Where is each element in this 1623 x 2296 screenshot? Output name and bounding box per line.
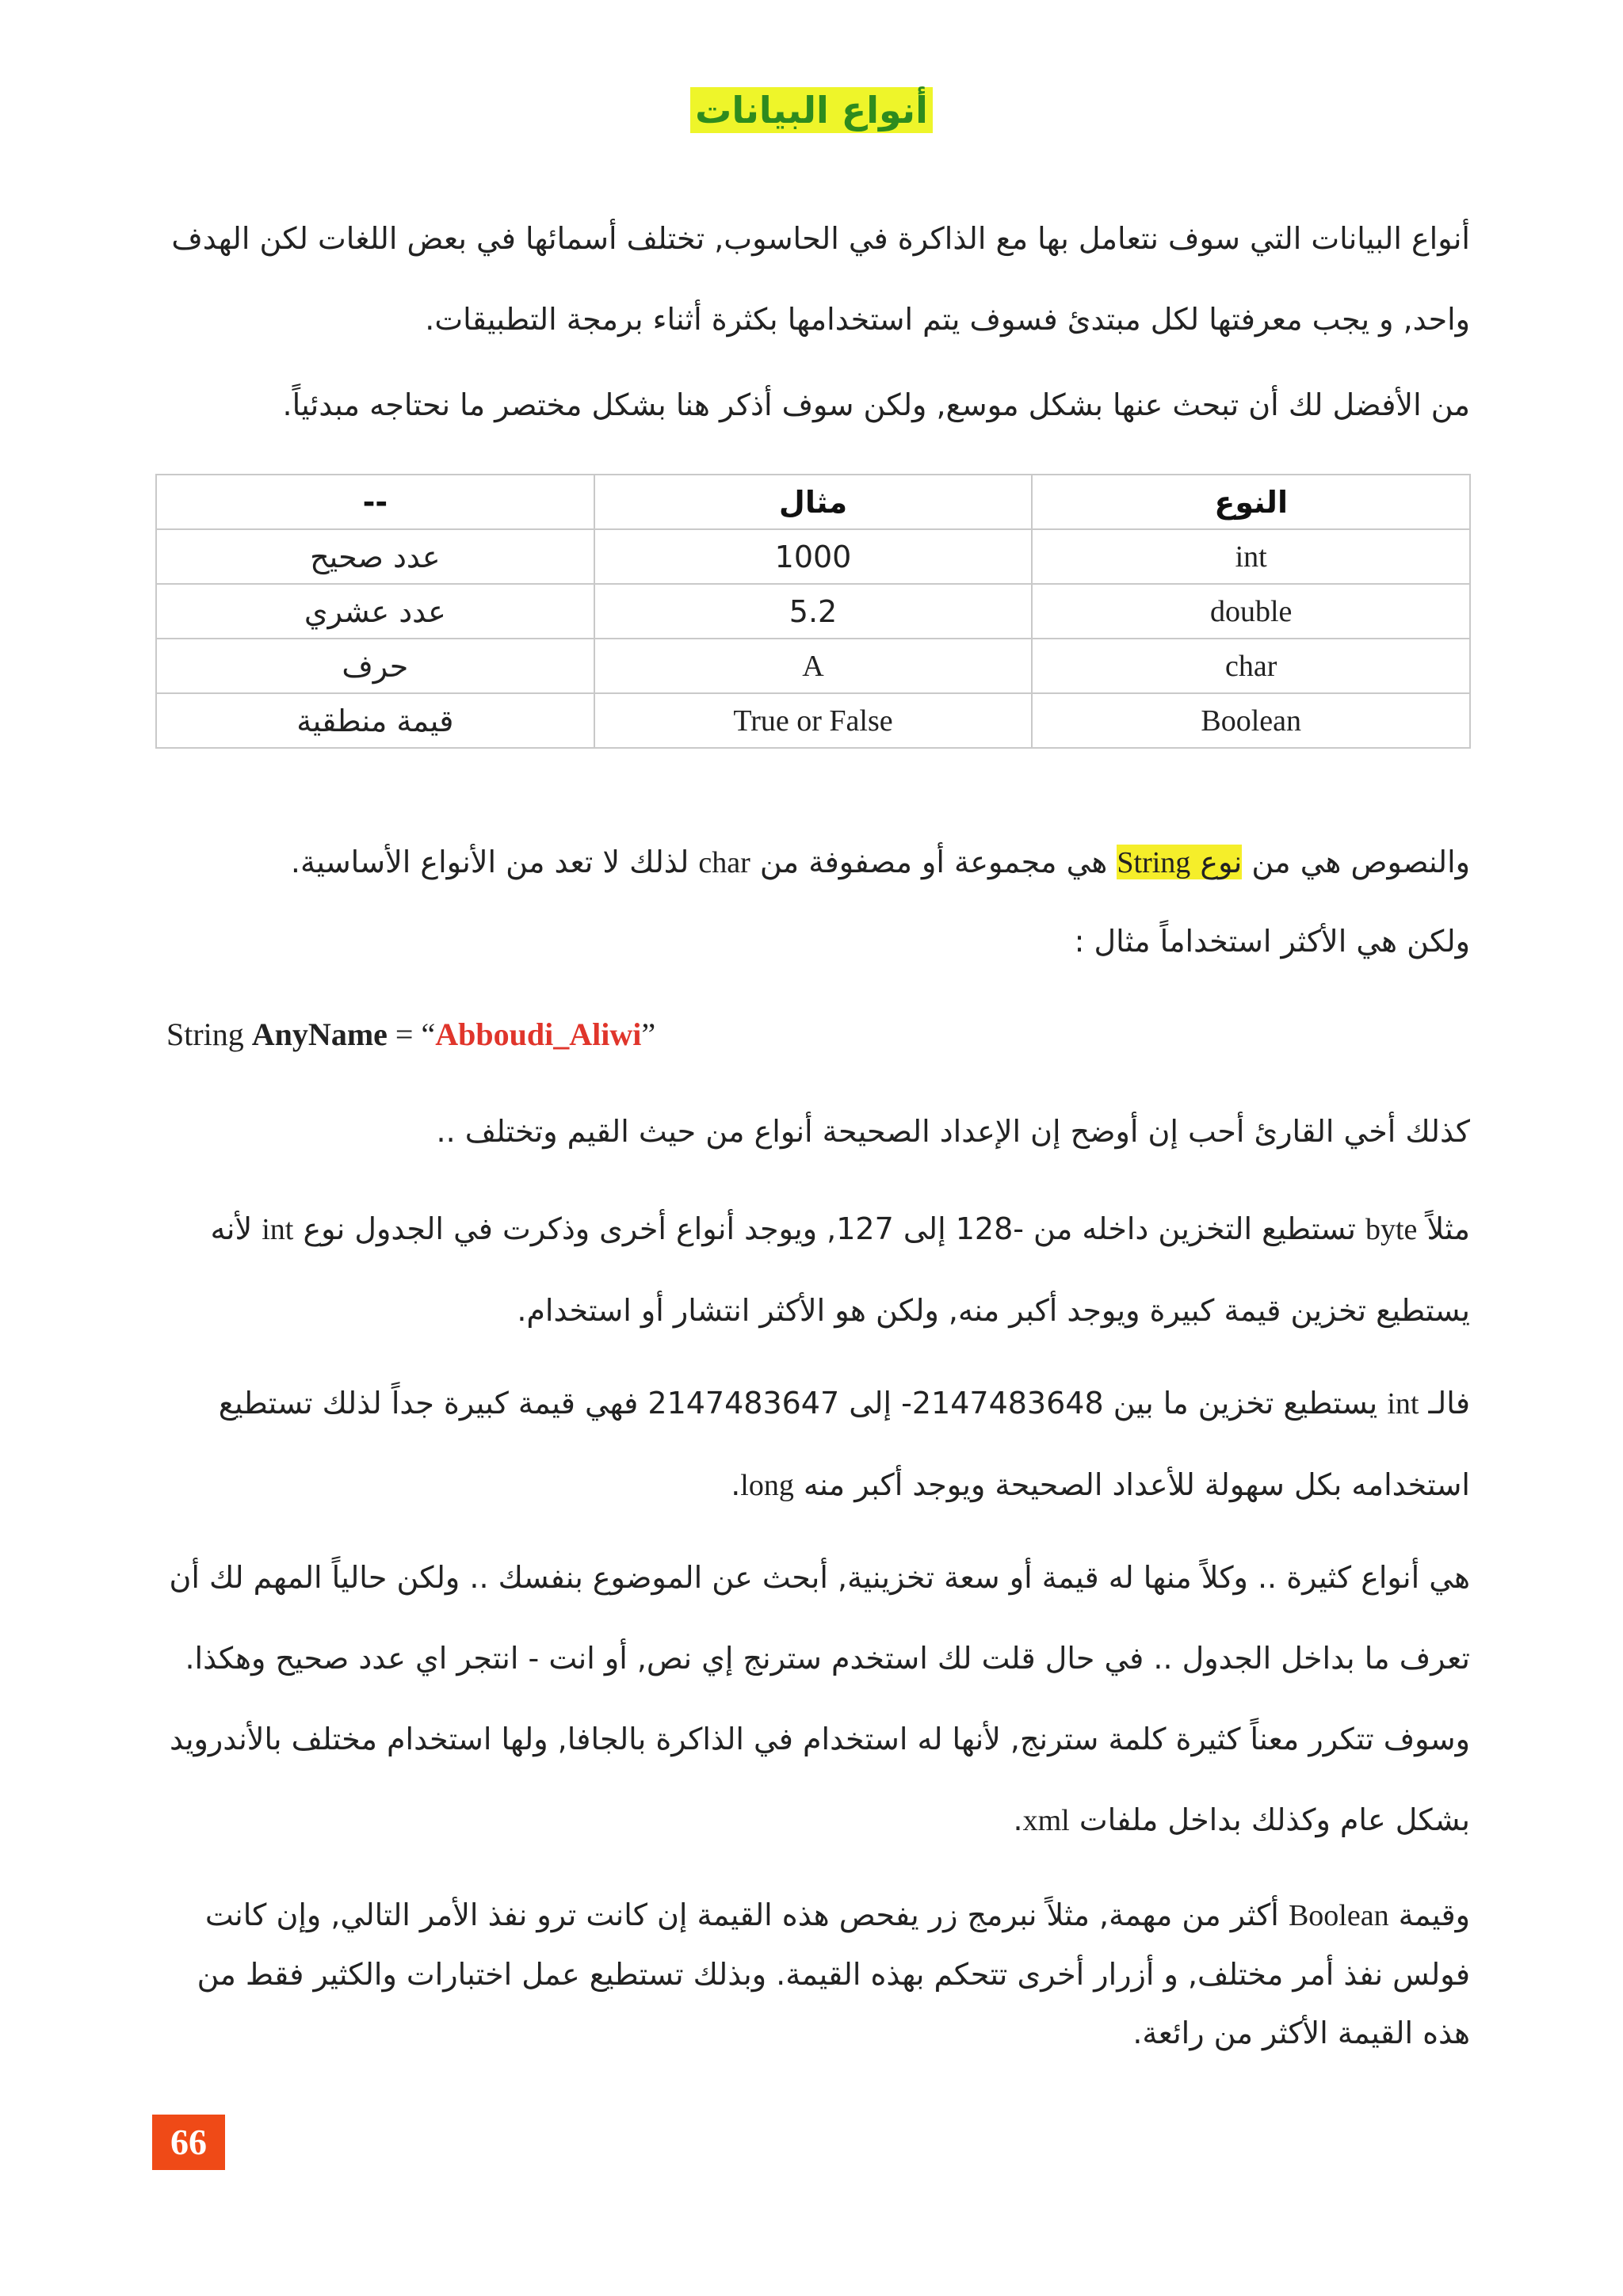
- int-type-name: int: [262, 1213, 294, 1246]
- type-cell: Boolean: [1032, 693, 1470, 748]
- example-cell: A: [594, 639, 1033, 693]
- type-cell: char: [1032, 639, 1470, 693]
- byte-prefix: مثلاً: [1417, 1211, 1470, 1246]
- description-cell: عدد عشري: [156, 584, 594, 639]
- example-cell: 5.2: [594, 584, 1033, 639]
- example-cell: True or False: [594, 693, 1033, 748]
- type-cell: int: [1032, 529, 1470, 584]
- string-type-highlight: [1117, 845, 1242, 879]
- byte-paragraph: [162, 1188, 1470, 1351]
- code-close-quote: ”: [641, 1016, 656, 1052]
- many-types-paragraph: [162, 1537, 1470, 1861]
- many-types-text: هي أنواع كثيرة .. وكلاً منها له قيمة أو سعة تخزينية, أبحث عن الموضوع بنفسك .. ولكن حالياً المهم لك أن تعرف ما بداخل الجدول .. في حال قلت لك استخدم سترنج إي نص, أو انت - انتجر اي عدد صحيح وهكذا. وسوف تتكرر معناً كثيرة كلمة سترنج, لأنها له استخدام في الذاكرة بالجافا, ولها استخدام مختلف بالأندرويد بشكل عام وكذلك بداخل ملفات: [169, 1560, 1470, 1837]
- code-type: String: [166, 1016, 244, 1052]
- boolean-paragraph: [162, 1886, 1470, 2062]
- xml-name: xml: [1022, 1804, 1070, 1837]
- page-title: [0, 89, 1623, 132]
- boolean-prefix: وقيمة: [1388, 1897, 1470, 1932]
- description-cell: حرف: [156, 639, 594, 693]
- type-cell: double: [1032, 584, 1470, 639]
- code-variable-name: AnyName: [251, 1016, 388, 1052]
- strings-paragraph: [162, 832, 1470, 893]
- table-row: [156, 584, 1470, 639]
- byte-mid: تستطيع التخزين داخله من -128 إلى 127, ويوجد أنواع أخرى وذكرت في الجدول نوع: [293, 1211, 1365, 1246]
- int-mid: يستطيع تخزين ما بين 2147483648- إلى 2147483647 فهي قيمة كبيرة جداً لذلك تستطيع استخدامه بكل سهولة للأعداد الصحيحة ويوجد أكبر منه: [218, 1386, 1470, 1502]
- boolean-text: أكثر من مهمة, مثلاً نبرمج زر يفحص هذه القيمة إن كانت ترو نفذ الأمر التالي, وإن كانت فولس نفذ أمر مختلف, و أزرار أخرى تتحكم بهذه القيمة. وبذلك تستطيع عمل اختبارات والكثير فقط من هذه القيمة الأكثر من رائعة.: [197, 1897, 1470, 2050]
- data-types-table: [155, 474, 1471, 749]
- table-row: [156, 693, 1470, 748]
- strings-mid: هي مجموعة أو مصفوفة من: [750, 845, 1117, 879]
- long-type-name: long: [740, 1469, 794, 1502]
- many-types-suffix: .: [1013, 1802, 1023, 1837]
- description-cell: قيمة منطقية: [156, 693, 594, 748]
- code-example: [166, 1016, 655, 1053]
- int-range-paragraph: [162, 1363, 1470, 1526]
- int-type-name: int: [1387, 1387, 1419, 1421]
- header-type: النوع: [1032, 475, 1470, 529]
- boolean-type-name: Boolean: [1288, 1899, 1389, 1932]
- char-type-name: char: [698, 846, 750, 879]
- header-example: مثال: [594, 475, 1033, 529]
- strings-suffix: لذلك لا تعد من الأنواع الأساسية.: [290, 845, 699, 879]
- byte-suffix: لأنه يستطيع تخزين قيمة كبيرة ويوجد أكبر منه, ولكن هو الأكثر انتشار أو استخدام.: [210, 1211, 1470, 1328]
- strings-usage-line: ولكن هي الأكثر استخداماً مثال :: [1074, 924, 1470, 959]
- page-title-text: أنواع البيانات: [690, 87, 933, 133]
- header-description: --: [156, 475, 594, 529]
- string-type-name: String: [1117, 846, 1191, 879]
- highlight-word: نوع: [1200, 845, 1243, 879]
- strings-prefix: والنصوص هي من: [1242, 845, 1470, 879]
- byte-type-name: byte: [1365, 1213, 1418, 1246]
- integers-intro-paragraph: كذلك أخي القارئ أحب إن أوضح إن الإعداد الصحيحة أنواع من حيث القيم وتختلف ..: [436, 1114, 1470, 1149]
- table-header-row: [156, 475, 1470, 529]
- code-equals: =: [395, 1016, 414, 1052]
- table-row: [156, 639, 1470, 693]
- description-cell: عدد صحيح: [156, 529, 594, 584]
- intro-paragraph: أنواع البيانات التي سوف نتعامل بها مع الذاكرة في الحاسوب, تختلف أسمائها في بعض اللغات لكن الهدف واحد, و يجب معرفتها لكل مبتدئ فسوف يتم استخدامها بكثرة أثناء برمجة التطبيقات.: [171, 221, 1470, 337]
- table-row: [156, 529, 1470, 584]
- intro-note-paragraph: من الأفضل لك أن تبحث عنها بشكل موسع, ولكن سوف أذكر هنا بشكل مختصر ما نحتاجه مبدئياً.: [282, 387, 1470, 422]
- page-number-badge: 66: [152, 2115, 225, 2170]
- code-open-quote: “: [421, 1016, 436, 1052]
- example-cell: 1000: [594, 529, 1033, 584]
- int-prefix: فالـ: [1419, 1386, 1470, 1421]
- code-string-value: Abboudi_Aliwi: [435, 1016, 642, 1052]
- int-suffix: .: [731, 1467, 741, 1502]
